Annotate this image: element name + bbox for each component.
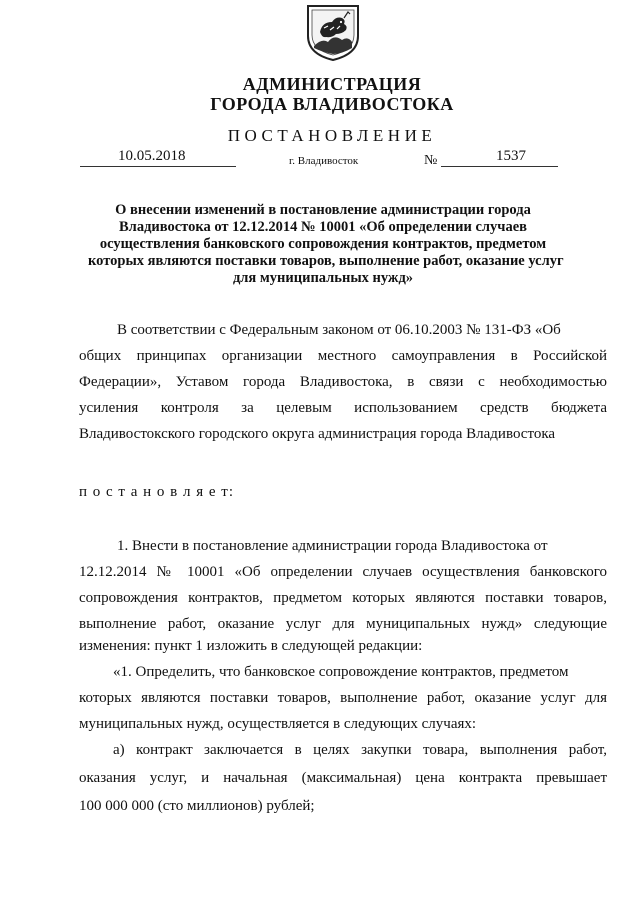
- coat-of-arms-icon: [302, 2, 364, 62]
- quote-line: которых являются поставки товаров, выполнение работ, оказание услуг для: [79, 690, 607, 706]
- title-line: которых являются поставки товаров, выполнение работ, оказание услуг: [88, 253, 564, 269]
- preamble-line: Владивостокского городского округа администрация города Владивостока: [79, 426, 556, 442]
- number-sign: №: [424, 153, 438, 168]
- title-line: О внесении изменений в постановление администрации города: [115, 202, 531, 218]
- subitem-a-line: оказания услуг, и начальная (максимальная) цена контракта превышает: [79, 770, 607, 786]
- item1-line: 12.12.2014 № 10001 «Об определении случаев осуществления банковского: [79, 564, 607, 580]
- title-line: для муниципальных нужд»: [232, 270, 414, 286]
- document-city: г. Владивосток: [289, 155, 359, 167]
- date-underline: [80, 166, 236, 167]
- organization-name-line1: АДМИНИСТРАЦИЯ: [242, 74, 422, 94]
- document-date: 10.05.2018: [118, 148, 186, 164]
- preamble-line: усиления контроля за целевым использованием средств бюджета: [79, 400, 607, 416]
- quote-line: муниципальных нужд, осуществляется в следующих случаях:: [79, 716, 477, 732]
- subitem-a-line: 100 000 000 (сто миллионов) рублей;: [79, 798, 315, 814]
- subitem-a-line: а) контракт заключается в целях закупки товара, выполнения работ,: [113, 742, 607, 758]
- organization-name-line2: ГОРОДА ВЛАДИВОСТОКА: [210, 94, 454, 114]
- item1-line: изменения: пункт 1 изложить в следующей редакции:: [79, 638, 423, 654]
- document-title: [88, 202, 564, 287]
- preamble-line: В соответствии с Федеральным законом от 06.10.2003 № 131-ФЗ «Об: [117, 322, 561, 338]
- document-number: 1537: [496, 148, 526, 164]
- preamble-line: Федерации», Уставом города Владивостока, в связи с необходимостью: [79, 374, 607, 390]
- number-underline: [441, 166, 558, 167]
- title-line: Владивостока от 12.12.2014 № 10001 «Об определении случаев: [119, 219, 527, 235]
- quote-line: «1. Определить, что банковское сопровождение контрактов, предметом: [113, 664, 569, 680]
- document-type: ПОСТАНОВЛЕНИЕ: [227, 126, 437, 145]
- title-line: осуществления банковского сопровождения контрактов, предметом: [99, 236, 547, 252]
- preamble-line: общих принципах организации местного самоуправления в Российской: [79, 348, 607, 364]
- item1-line: выполнение работ, оказание услуг для муниципальных нужд» следующие: [79, 616, 607, 632]
- item1-line: 1. Внести в постановление администрации города Владивостока от: [117, 538, 548, 554]
- resolves-word: п о с т а н о в л я е т:: [79, 484, 235, 500]
- item1-line: сопровождения контрактов, предметом которых являются поставки товаров,: [79, 590, 607, 606]
